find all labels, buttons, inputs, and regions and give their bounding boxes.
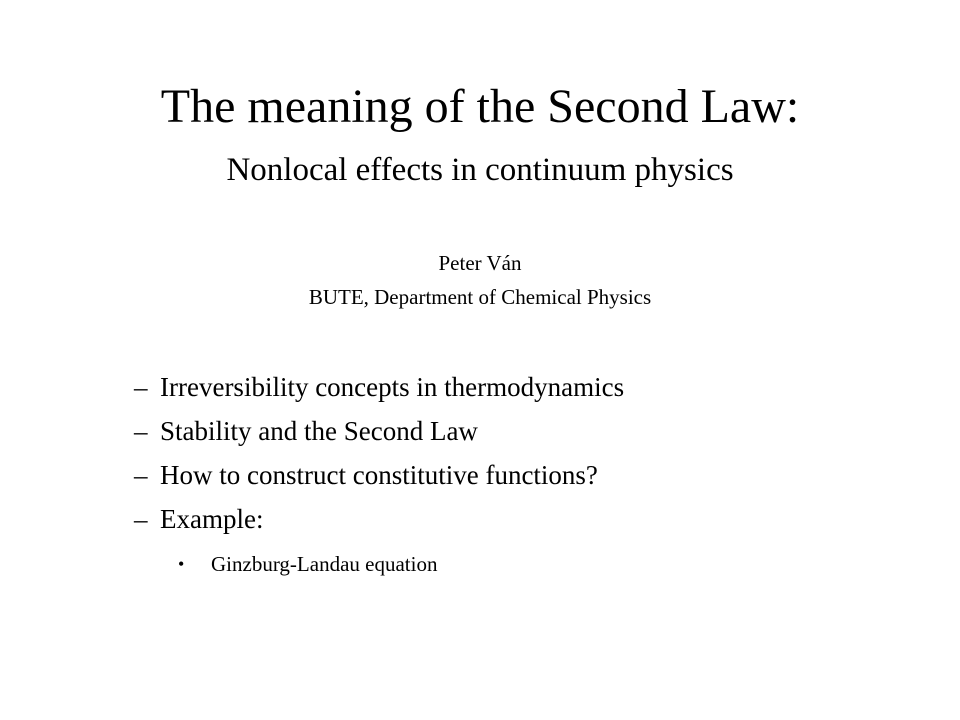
outline-list [0,369,960,545]
outline-item-text: Example: [160,504,264,534]
outline-item [0,457,960,501]
dash-marker: – [134,504,148,534]
slide-title: The meaning of the Second Law: [160,80,800,133]
bullet-icon: • [178,554,185,574]
example-sublist [0,549,960,583]
dash-marker: – [134,372,148,402]
sublist-item-text: Ginzburg-Landau equation [211,552,438,576]
dash-marker: – [134,460,148,490]
author-affiliation: BUTE, Department of Chemical Physics [308,285,652,309]
sublist-item [0,549,960,583]
outline-item-text: How to construct constitutive functions? [160,460,598,490]
dash-marker: – [134,416,148,446]
slide-subtitle: Nonlocal effects in continuum physics [226,152,734,188]
outline-item-text: Stability and the Second Law [160,416,478,446]
outline-item [0,501,960,545]
outline-item [0,369,960,413]
outline-item [0,413,960,457]
outline-item-text: Irreversibility concepts in thermodynamics [160,372,625,402]
author-name: Peter Ván [438,251,522,275]
